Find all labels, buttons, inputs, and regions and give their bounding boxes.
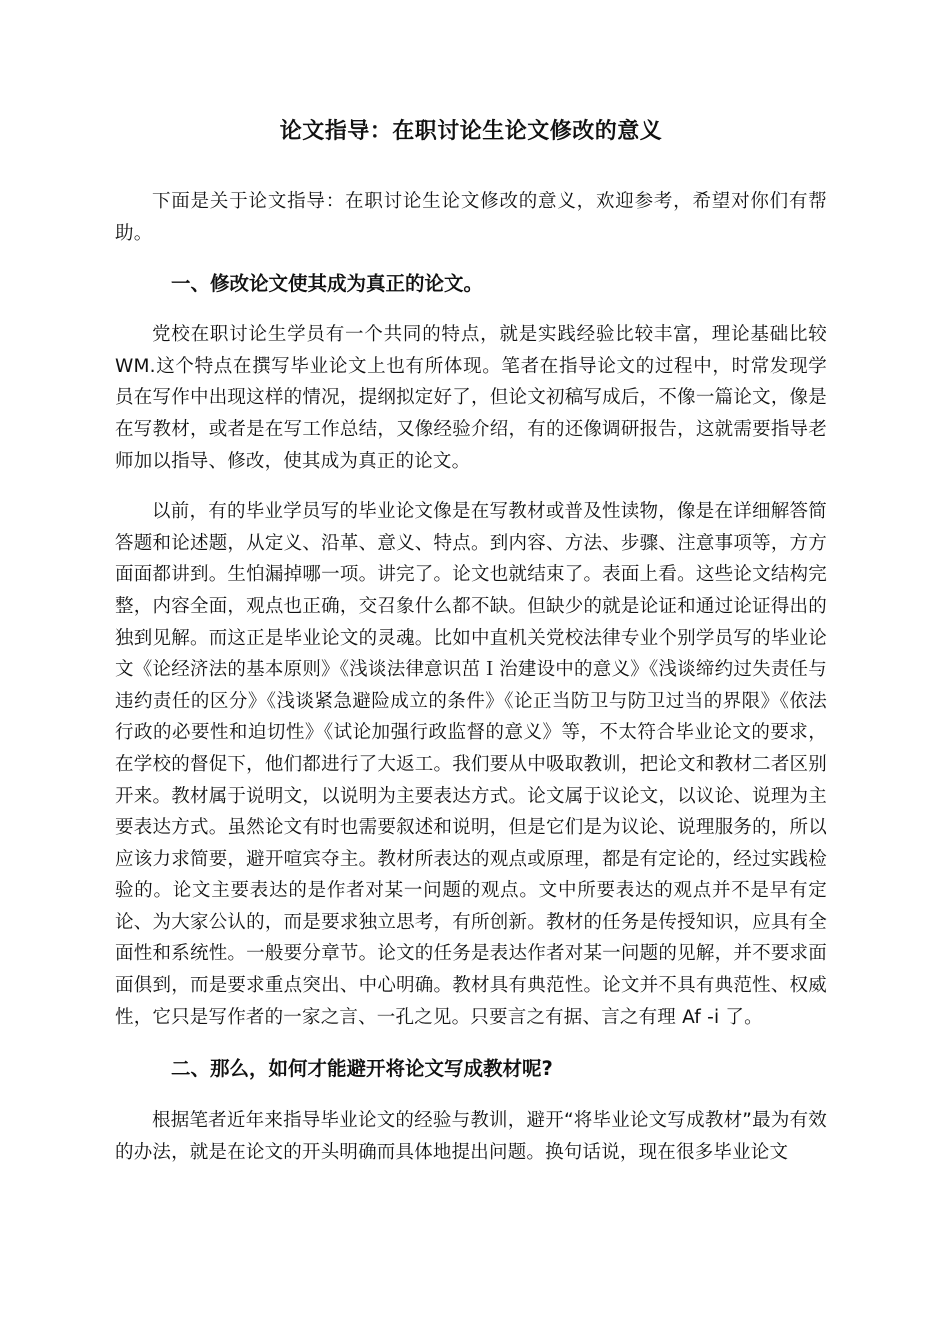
section-1-heading: 一、修改论文使其成为真正的论文。 bbox=[171, 272, 484, 296]
section-2-paragraph-1: 根据笔者近年来指导毕业论文的经验与教训，避开“将毕业论文写成教材”最为有效的办法，就是在论文的开头明确而具体地提出问题。换句话说，现在很多毕业论文 bbox=[115, 1110, 827, 1163]
intro-paragraph: 下面是关于论文指导：在职讨论生论文修改的意义，欢迎参考，希望对你们有帮助。 bbox=[115, 191, 827, 244]
section-1-paragraph-2: 以前，有的毕业学员写的毕业论文像是在写教材或普及性读物，像是在详细解答简答题和论述题，从定义、沿革、意义、特点。到内容、方法、步骤、注意事项等，方方面面都讲到。生怕漏掉哪一项。讲完了。论文也就结束了。表面上看。这些论文结构完整，内容全面，观点也正确，交召象什么都不缺。但缺少的就是论证和通过论证得出的独到见解。而这正是毕业论文的灵魂。比如中直机关党校法律专业个别学员写的毕业论文《论经济法的基本原则》《浅谈法律意识茁Ｉ治建设中的意义》《浅谈缔约过失责任与违约责任的区分》《浅谈紧急避险成立的条件》《论正当防卫与防卫过当的界限》《依法行政的必要性和迫切性》《试论加强行政监督的意义》等，不太符合毕业论文的要求，在学校的督促下，他们都进行了大返工。我们要从中吸取教训，把论文和教材二者区别开来。教材属于说明文，以说明为主要表达方式。论文属于议论文，以议论、说理为主要表达方式。虽然论文有时也需要叙述和说明，但是它们是为议论、说理服务的，所以应该力求简要，避开喧宾夺主。教材所表达的观点或原理，都是有定论的，经过实践检验的。论文主要表达的是作者对某一问题的观点。文中所要表达的观点并不是早有定论、为大家公认的，而是要求独立思考，有所创新。教材的任务是传授知识，应具有全面性和系统性。一般要分章节。论文的任务是表达作者对某一问题的见解，并不要求面面俱到，而是要求重点突出、中心明确。教材具有典范性。论文并不具有典范性、权威性，它只是写作者的一家之言、一孔之见。只要言之有据、言之有理 Af -i 了。 bbox=[115, 501, 827, 1028]
document-title: 论文指导：在职讨论生论文修改的意义 bbox=[279, 119, 663, 144]
section-2-heading: 二、那么，如何才能避开将论文写成教材呢? bbox=[171, 1057, 553, 1081]
document-page bbox=[115, 0, 827, 1168]
section-1-paragraph-1: 党校在职讨论生学员有一个共同的特点，就是实践经验比较丰富，理论基础比较WM.这个特点在撰写毕业论文上也有所体现。笔者在指导论文的过程中，时常发现学员在写作中出现这样的情况，提纲拟定好了，但论文初稿写成后，不像一篇论文，像是在写教材，或者是在写工作总结，又像经验介绍，有的还像调研报告，这就需要指导老师加以指导、修改，使其成为真正的论文。 bbox=[115, 324, 827, 472]
